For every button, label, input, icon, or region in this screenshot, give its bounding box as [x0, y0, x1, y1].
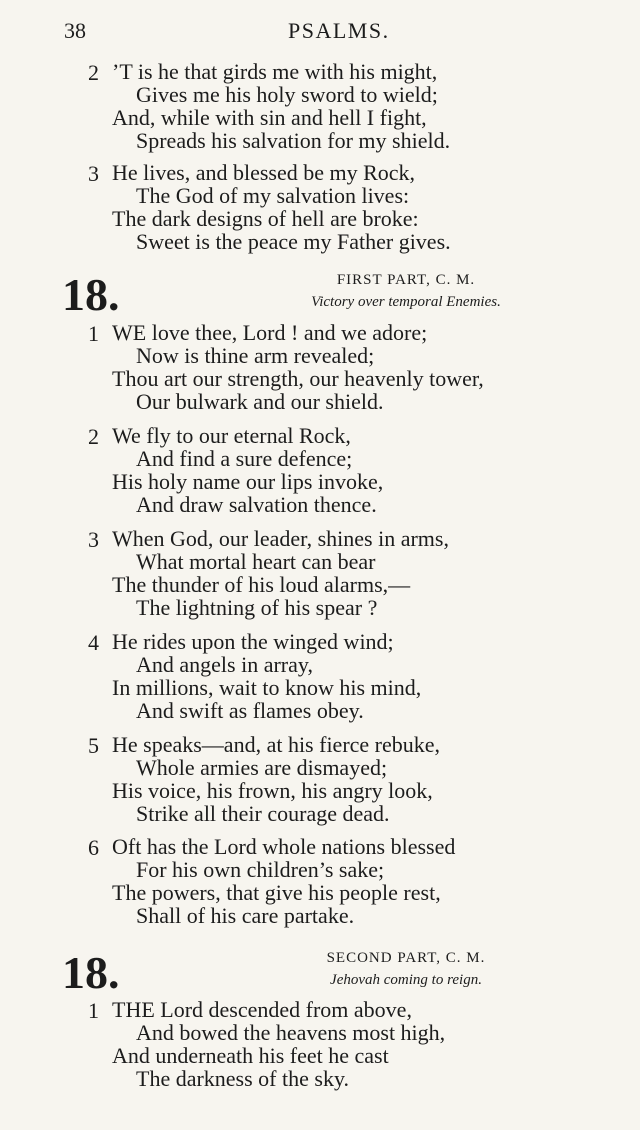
stanza-line: For his own children’s sake; — [136, 857, 385, 882]
page-number: 38 — [64, 18, 86, 43]
stanza-line: He rides upon the winged wind; — [112, 629, 394, 654]
stanza-line: THE Lord descended from above, — [112, 997, 412, 1022]
stanza-line: He speaks—and, at his fierce rebuke, — [112, 732, 441, 757]
stanza-line: And swift as flames obey. — [136, 698, 364, 723]
stanza-number: 2 — [88, 60, 99, 85]
stanza-line: And, while with sin and hell I fight, — [112, 105, 427, 130]
part-subtitle: Jehovah coming to reign. — [330, 972, 482, 988]
stanza — [88, 60, 608, 152]
stanza-line: The dark designs of hell are broke: — [112, 206, 419, 231]
running-title: PSALMS. — [288, 18, 390, 43]
part-title: SECOND PART, C. M. — [326, 950, 486, 966]
stanza-line: What mortal heart can bear — [136, 549, 376, 574]
stanza-line: He lives, and blessed be my Rock, — [112, 160, 416, 185]
stanza-line: The lightning of his spear ? — [136, 595, 378, 620]
stanza-line: His voice, his frown, his angry look, — [112, 778, 433, 803]
stanza-line: Strike all their courage dead. — [136, 801, 390, 826]
psalm-number: 18. — [62, 269, 120, 320]
stanza-line: Whole armies are dismayed; — [136, 755, 388, 780]
stanza-number: 2 — [88, 424, 99, 449]
stanza-line: And angels in array, — [136, 652, 313, 677]
stanza — [88, 161, 608, 253]
stanza-line: Our bulwark and our shield. — [136, 389, 384, 414]
stanza-line: The thunder of his loud alarms,— — [112, 572, 411, 597]
stanza-line: And bowed the heavens most high, — [136, 1020, 446, 1045]
stanza-line: Sweet is the peace my Father gives. — [136, 229, 451, 254]
stanza-number: 3 — [88, 161, 99, 186]
stanza-line: When God, our leader, shines in arms, — [112, 526, 449, 551]
stanza — [88, 998, 608, 1090]
stanza-line: And draw salvation thence. — [136, 492, 377, 517]
stanza-line: And underneath his feet he cast — [112, 1043, 389, 1068]
stanza-line: Gives me his holy sword to wield; — [136, 82, 438, 107]
stanza-line: And find a sure defence; — [136, 446, 353, 471]
stanza-line: We fly to our eternal Rock, — [112, 423, 351, 448]
stanza-number: 1 — [88, 321, 99, 346]
stanza-line: Thou art our strength, our heavenly tower, — [112, 366, 484, 391]
stanza — [88, 527, 608, 619]
stanza-line: Shall of his care partake. — [136, 903, 355, 928]
psalm-number: 18. — [62, 947, 120, 998]
part-subtitle: Victory over temporal Enemies. — [311, 294, 501, 310]
stanza-line: The God of my salvation lives: — [136, 183, 410, 208]
stanza — [88, 630, 608, 722]
stanza-number: 1 — [88, 998, 99, 1023]
stanza — [88, 733, 608, 825]
stanza-number: 6 — [88, 835, 99, 860]
stanza-line: ’T is he that girds me with his might, — [112, 59, 438, 84]
stanza-number: 3 — [88, 527, 99, 552]
stanza-line: His holy name our lips invoke, — [112, 469, 384, 494]
stanza — [88, 835, 608, 927]
running-head — [0, 18, 640, 50]
stanza-number: 4 — [88, 630, 99, 655]
stanza-line: Spreads his salvation for my shield. — [136, 128, 451, 153]
stanza-line: Oft has the Lord whole nations blessed — [112, 834, 456, 859]
stanza — [88, 321, 608, 413]
stanza-line: The darkness of the sky. — [136, 1066, 350, 1091]
stanza — [88, 424, 608, 516]
stanza-line: In millions, wait to know his mind, — [112, 675, 422, 700]
stanza-line: The powers, that give his people rest, — [112, 880, 441, 905]
part-title: FIRST PART, C. M. — [336, 272, 476, 288]
stanza-line: Now is thine arm revealed; — [136, 343, 375, 368]
stanza-number: 5 — [88, 733, 99, 758]
stanza-line: WE love thee, Lord ! and we adore; — [112, 320, 428, 345]
